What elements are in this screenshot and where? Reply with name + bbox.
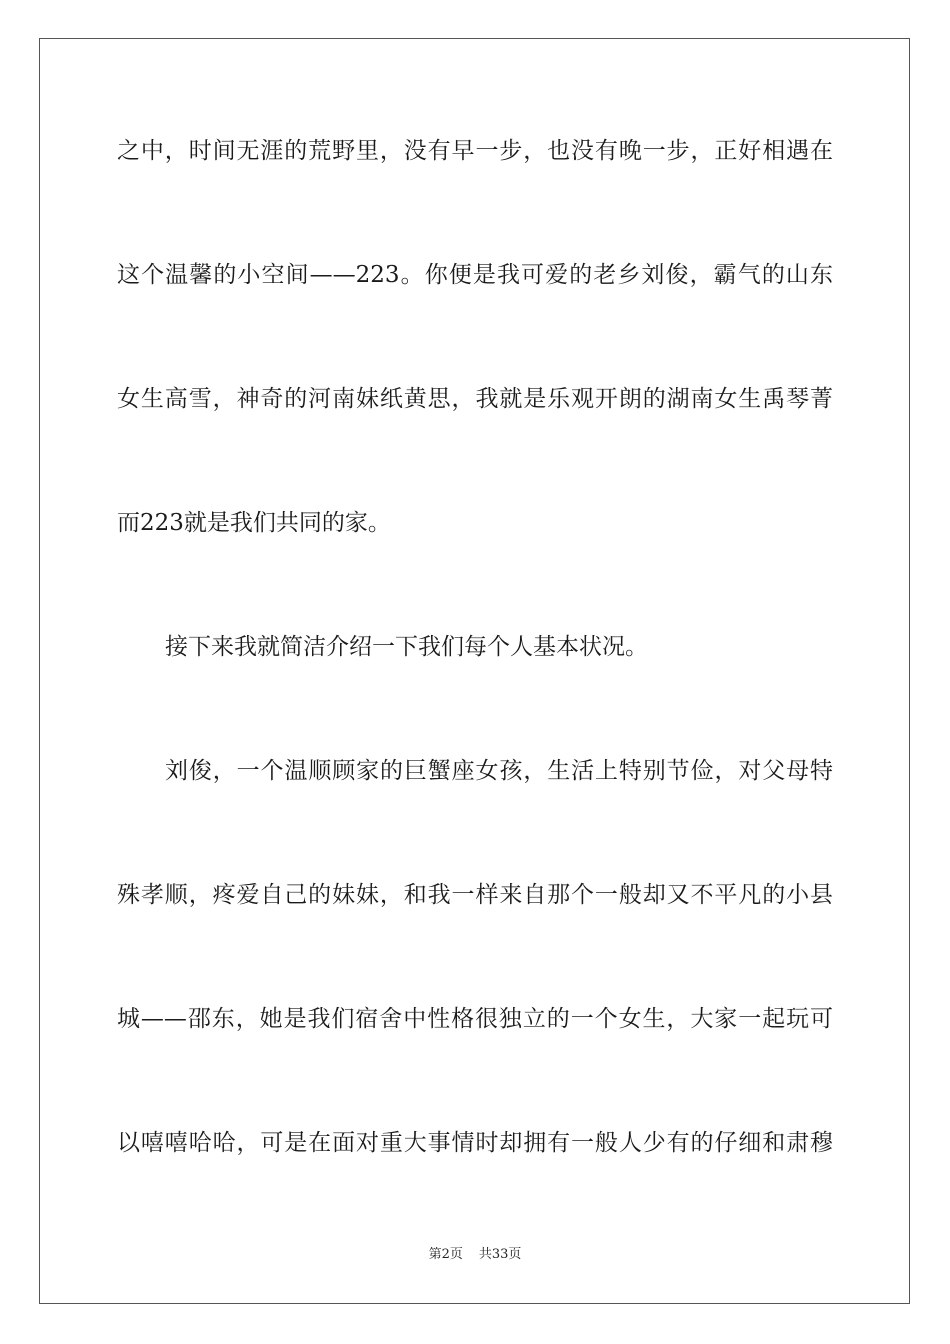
text-line-2: 这个温馨的小空间——223。你便是我可爱的老乡刘俊，霸气的山东: [117, 262, 833, 288]
text-line-7: 殊孝顺，疼爱自己的妹妹，和我一样来自那个一般却又不平凡的小县: [117, 882, 833, 908]
text-line-9: 以嘻嘻哈哈，可是在面对重大事情时却拥有一般人少有的仔细和肃穆: [117, 1130, 833, 1156]
text-line-8: 城——邵东，她是我们宿舍中性格很独立的一个女生，大家一起玩可: [117, 1006, 833, 1032]
text-line-5: 接下来我就简洁介绍一下我们每个人基本状况。: [165, 634, 648, 660]
page-footer: [0, 1246, 950, 1264]
page-number: 第2页: [428, 1247, 463, 1262]
text-line-4: 而223就是我们共同的家。: [117, 510, 391, 536]
text-line-3: 女生高雪，神奇的河南妹纸黄思，我就是乐观开朗的湖南女生禹琴菁: [117, 386, 833, 412]
page-total: 共33页: [478, 1247, 522, 1262]
page-frame: [39, 38, 910, 1304]
text-line-1: 之中，时间无涯的荒野里，没有早一步，也没有晚一步，正好相遇在: [117, 138, 833, 164]
text-line-6: 刘俊，一个温顺顾家的巨蟹座女孩，生活上特别节俭，对父母特: [165, 758, 833, 784]
